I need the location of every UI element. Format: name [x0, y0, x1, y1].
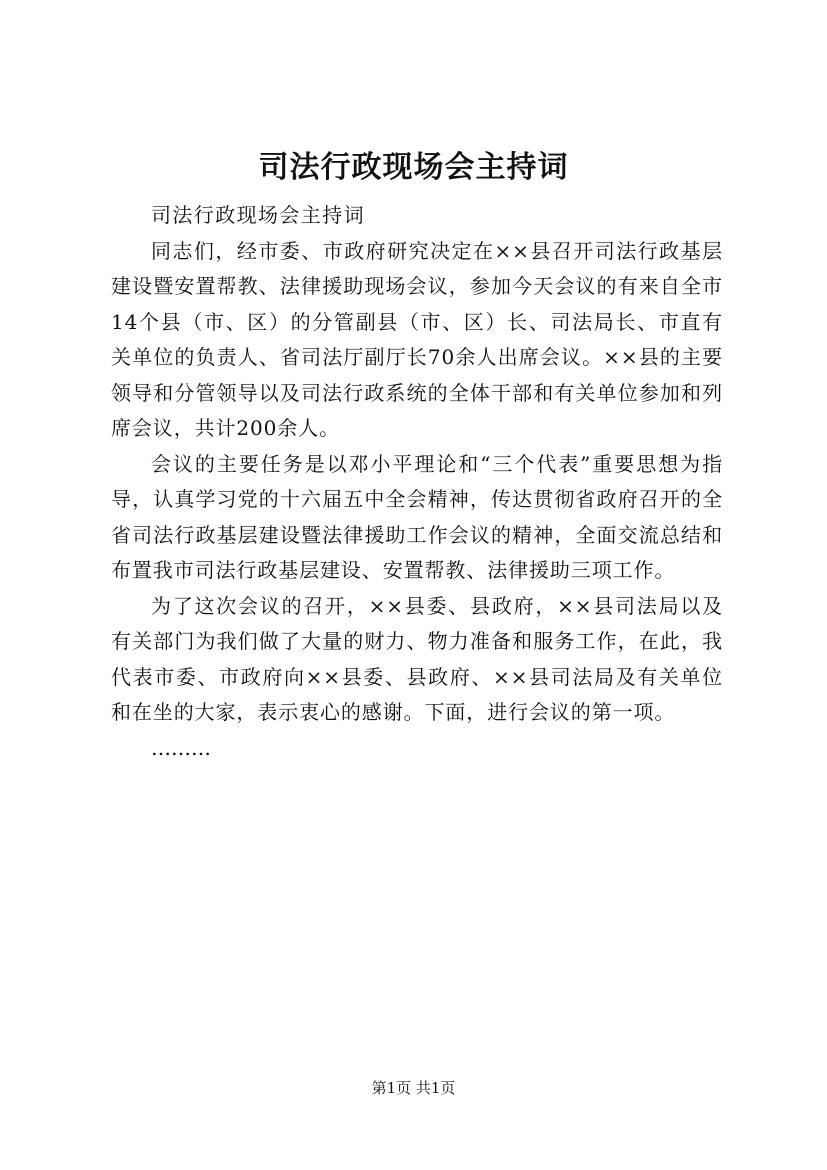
opening-paragraph: 同志们，经市委、市政府研究决定在××县召开司法行政基层建设暨安置帮教、法律援助现场会议，参加今天会议的有来自全市14个县（市、区）的分管副县（市、区）长、司法局长、市直有关单位的负责人、省司法厅副厅长70余人出席会议。××县的主要领导和分管领导以及司法行政系统的全体干部和有关单位参加和列席会议，共计200余人。 [111, 238, 723, 440]
subtitle-paragraph: 司法行政现场会主持词 [151, 203, 365, 227]
ellipsis-paragraph: ……… [151, 735, 211, 760]
thanks-paragraph: 为了这次会议的召开，××县委、县政府，××县司法局以及有关部门为我们做了大量的财力、物力准备和服务工作，在此，我代表市委、市政府向××县委、县政府、××县司法局及有关单位和在坐的大家，表示衷心的感谢。下面，进行会议的第一项。 [111, 593, 723, 724]
page-footer: 第1页 共1页 [371, 1079, 456, 1097]
document-title: 司法行政现场会主持词 [258, 150, 569, 185]
document-body [111, 198, 723, 766]
task-paragraph: 会议的主要任务是以邓小平理论和“三个代表”重要思想为指导，认真学习党的十六届五中全会精神，传达贯彻省政府召开的全省司法行政基层建设暨法律援助工作会议的精神，全面交流总结和布置我市司法行政基层建设、安置帮教、法律援助三项工作。 [111, 451, 723, 582]
